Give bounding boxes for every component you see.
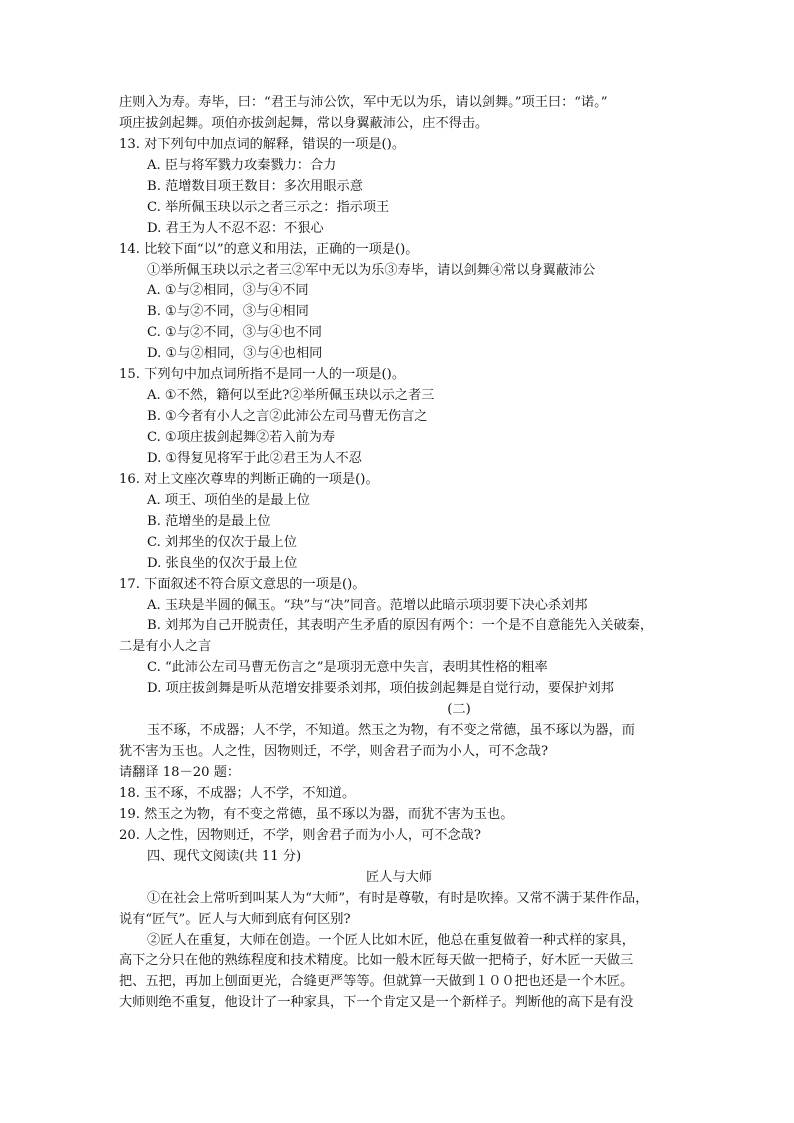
text-line: D. ①得复见将军于此②君王为人不忍 (147, 450, 362, 466)
text-line: B. 范增坐的是最上位 (147, 513, 271, 529)
text-line: 犹不害为玉也。人之性，因物则迁，不学，则舍君子而为小人，可不念哉? (119, 744, 549, 760)
text-line: B. 范增数目项王数目：多次用眼示意 (147, 178, 363, 194)
text-line: D. ①与②相同，③与④也相同 (147, 346, 323, 362)
text-line: A. ①不然，籍何以至此?②举所佩玉玦以示之者三 (147, 388, 435, 404)
text-line: C. “此沛公左司马曹无伤言之”是项羽无意中失言，表明其性格的粗率 (147, 660, 548, 676)
text-line: 大师则绝不重复，他设计了一种家具，下一个肯定又是一个新样子。判断他的高下是有没 (119, 995, 634, 1011)
text-line: 20. 人之性，因物则迁，不学，则舍君子而为小人，可不念哉? (119, 827, 481, 843)
text-line: 高下之分只在他的熟练程度和技术精度。比如一般木匠每天做一把椅子，好木匠一天做三 (119, 953, 634, 969)
text-line: 庄则入为寿。寿毕，曰：“君王与沛公饮，军中无以为乐，请以剑舞。”项王曰：“诺。” (119, 95, 608, 110)
text-line: ②匠人在重复，大师在创造。一个匠人比如木匠，他总在重复做着一种式样的家具， (147, 932, 635, 948)
text-line: 19. 然玉之为物，有不变之常德，虽不琢以为器，而犹不害为玉也。 (119, 806, 514, 822)
text-line: B. 刘邦为自己开脱责任，其表明产生矛盾的原因有两个：一个是不自意能先入关破秦， (147, 618, 654, 634)
text-line: A. 项王、项伯坐的是最上位 (147, 492, 310, 508)
text-line: C. ①项庄拔剑起舞②若入前为寿 (147, 430, 336, 445)
text-line: C. ①与②不同，③与④也不同 (147, 325, 322, 341)
text-line: D. 君王为人不忍不忍：不狠心 (147, 220, 324, 236)
text-line: (二) (447, 702, 471, 718)
text-line: C. 刘邦坐的仅次于最上位 (147, 534, 297, 550)
text-line: 玉不琢，不成器；人不学，不知道。然玉之为物，有不变之常德，虽不琢以为器，而 (147, 723, 635, 739)
text-line: B. ①今者有小人之言②此沛公左司马曹无伤言之 (147, 409, 428, 425)
text-line: 把、五把，再加上刨面更光，合缝更严等等。但就算一天做到１００把也还是一个木匠。 (119, 974, 634, 990)
text-line: D. 项庄拔剑舞是听从范增安排要杀刘邦，项伯拔剑起舞是自觉行动，要保护刘邦 (147, 681, 614, 697)
text-line: 项庄拔剑起舞。项伯亦拔剑起舞，常以身翼蔽沛公，庄不得击。 (119, 115, 489, 131)
text-line: A. 臣与将军戮力攻秦戮力：合力 (147, 157, 337, 173)
text-line: 匠人与大师 (366, 869, 432, 885)
document-body (119, 93, 679, 1014)
text-line: 17. 下面叙述不符合原文意思的一项是()。 (119, 576, 366, 592)
text-line: ①在社会上常听到叫某人为“大师”，有时是尊敬，有时是吹捧。又常不满于某件作品， (147, 890, 649, 906)
text-line: B. ①与②不同，③与④相同 (147, 304, 309, 320)
text-line: 13. 对下列句中加点词的解释，错误的一项是()。 (119, 136, 406, 152)
text-line: 请翻译 18－20 题： (119, 765, 241, 780)
text-line: D. 张良坐的仅次于最上位 (147, 555, 298, 571)
text-line: 18. 玉不琢，不成器；人不学，不知道。 (119, 785, 356, 801)
text-line: ①举所佩玉玦以示之者三②军中无以为乐③寿毕，请以剑舞④常以身翼蔽沛公 (147, 262, 596, 278)
text-line: 四、现代文阅读(共 11 分) (147, 848, 302, 864)
text-line: 15. 下列句中加点词所指不是同一人的一项是()。 (119, 367, 406, 383)
text-line: C. 举所佩玉玦以示之者三示之：指示项王 (147, 199, 390, 215)
text-line: 16. 对上文座次尊卑的判断正确的一项是()。 (119, 471, 379, 487)
text-line: A. ①与②相同，③与④不同 (147, 283, 309, 299)
text-line: 14. 比较下面“以”的意义和用法，正确的一项是()。 (119, 241, 419, 257)
text-line: 说有“匠气”。匠人与大师到底有何区别? (119, 911, 351, 927)
text-line: A. 玉玦是半圆的佩玉。“玦”与“决”同音。范增以此暗示项羽要下决心杀刘邦 (147, 597, 588, 613)
text-line: 二是有小人之言 (119, 639, 212, 655)
